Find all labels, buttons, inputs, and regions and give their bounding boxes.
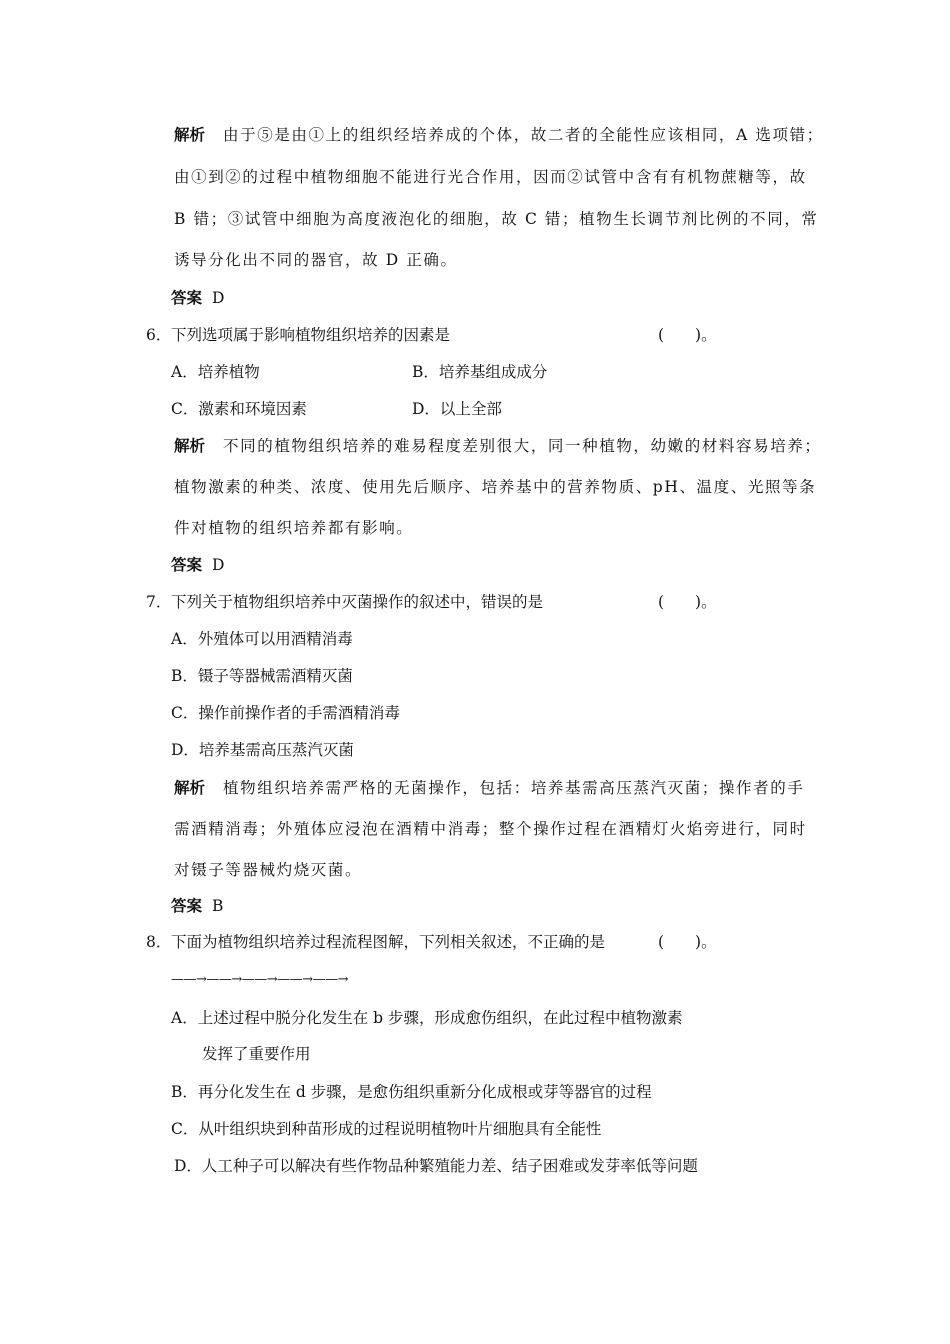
q8-option-a-line-1: A．上述过程中脱分化发生在 b 步骤，形成愈伤组织，在此过程中植物激素 (171, 1009, 683, 1027)
q6-analysis-label: 解析 (174, 436, 206, 455)
q6-answer (171, 554, 224, 576)
q8-option-c: C．从叶组织块到种苗形成的过程说明植物叶片细胞具有全能性 (171, 1120, 602, 1138)
q6-analysis-text-1: 不同的植物组织培养的难易程度差别很大，同一种植物，幼嫩的材料容易培养； (223, 437, 822, 455)
q5-answer-label: 答案 (171, 288, 203, 307)
q5-analysis-label: 解析 (174, 125, 206, 144)
q6-answer-paren: ( )。 (658, 326, 717, 344)
q7-stem: 下列关于植物组织培养中灭菌操作的叙述中，错误的是 (171, 593, 544, 611)
q7-analysis-line-3: 对镊子等器械灼烧灭菌。 (174, 861, 363, 879)
q7-option-c: C．操作前操作者的手需酒精消毒 (171, 704, 400, 722)
q7-answer (171, 895, 223, 917)
q7-analysis-label: 解析 (174, 778, 206, 797)
q5-answer (171, 287, 224, 309)
q7-answer-paren: ( )。 (658, 593, 717, 611)
q6-answer-label: 答案 (171, 555, 203, 574)
q6-stem: 下列选项属于影响植物组织培养的因素是 (171, 326, 451, 344)
q8-option-a-line-2: 发挥了重要作用 (202, 1045, 311, 1063)
q6-analysis-line-3: 件对植物的组织培养都有影响。 (174, 519, 414, 537)
q7-option-a: A．外殖体可以用酒精消毒 (171, 630, 353, 648)
q5-analysis-line-3: B 错；③试管中细胞为高度液泡化的细胞，故 C 错；植物生长调节剂比例的不同，常 (174, 210, 819, 228)
q7-analysis-line-2: 需酒精消毒；外殖体应浸泡在酒精中消毒；整个操作过程在酒精灯火焰旁进行，同时 (174, 820, 807, 838)
q6-option-d: D．以上全部 (412, 400, 502, 418)
q5-analysis-line-1 (174, 124, 824, 146)
q6-option-c: C．激素和环境因素 (171, 400, 307, 418)
q5-answer-value: D (212, 289, 225, 307)
q7-analysis-line-1 (174, 777, 804, 799)
q7-answer-label: 答案 (171, 896, 203, 915)
q8-flow-diagram: ——→——→——→——→——→ (171, 972, 348, 987)
q8-option-b: B．再分化发生在 d 步骤，是愈伤组织重新分化成根或芽等器官的过程 (171, 1083, 652, 1101)
q6-answer-value: D (212, 556, 225, 574)
q7-option-b: B．镊子等器械需酒精灭菌 (171, 667, 353, 685)
q7-option-d: D．培养基需高压蒸汽灭菌 (171, 741, 354, 759)
q6-analysis-line-1 (174, 435, 822, 457)
q7-number: 7． (146, 593, 172, 611)
q6-number: 6． (146, 326, 172, 344)
q8-stem: 下面为植物组织培养过程流程图解，下列相关叙述，不正确的是 (171, 933, 606, 951)
q8-answer-paren: ( )。 (658, 933, 717, 951)
q8-number: 8． (146, 933, 172, 951)
q7-answer-value: B (212, 897, 224, 915)
q6-option-b: B．培养基组成成分 (412, 363, 548, 381)
q7-analysis-text-1: 植物组织培养需严格的无菌操作，包括：培养基需高压蒸汽灭菌；操作者的手 (223, 779, 805, 797)
q5-analysis-line-2: 由①到②的过程中植物细胞不能进行光合作用，因而②试管中含有有机物蔗糖等，故 (174, 168, 807, 186)
q6-option-a: A．培养植物 (171, 363, 260, 381)
q8-option-d: D．人工种子可以解决有些作物品种繁殖能力差、结子困难或发芽率低等问题 (174, 1157, 698, 1175)
q5-analysis-text-1: 由于⑤是由①上的组织经培养成的个体，故二者的全能性应该相同，A 选项错； (223, 126, 824, 144)
q5-analysis-line-4: 诱导分化出不同的器官，故 D 正确。 (174, 251, 458, 269)
q6-analysis-line-2: 植物激素的种类、浓度、使用先后顺序、培养基中的营养物质、pH、温度、光照等条 (174, 478, 817, 496)
